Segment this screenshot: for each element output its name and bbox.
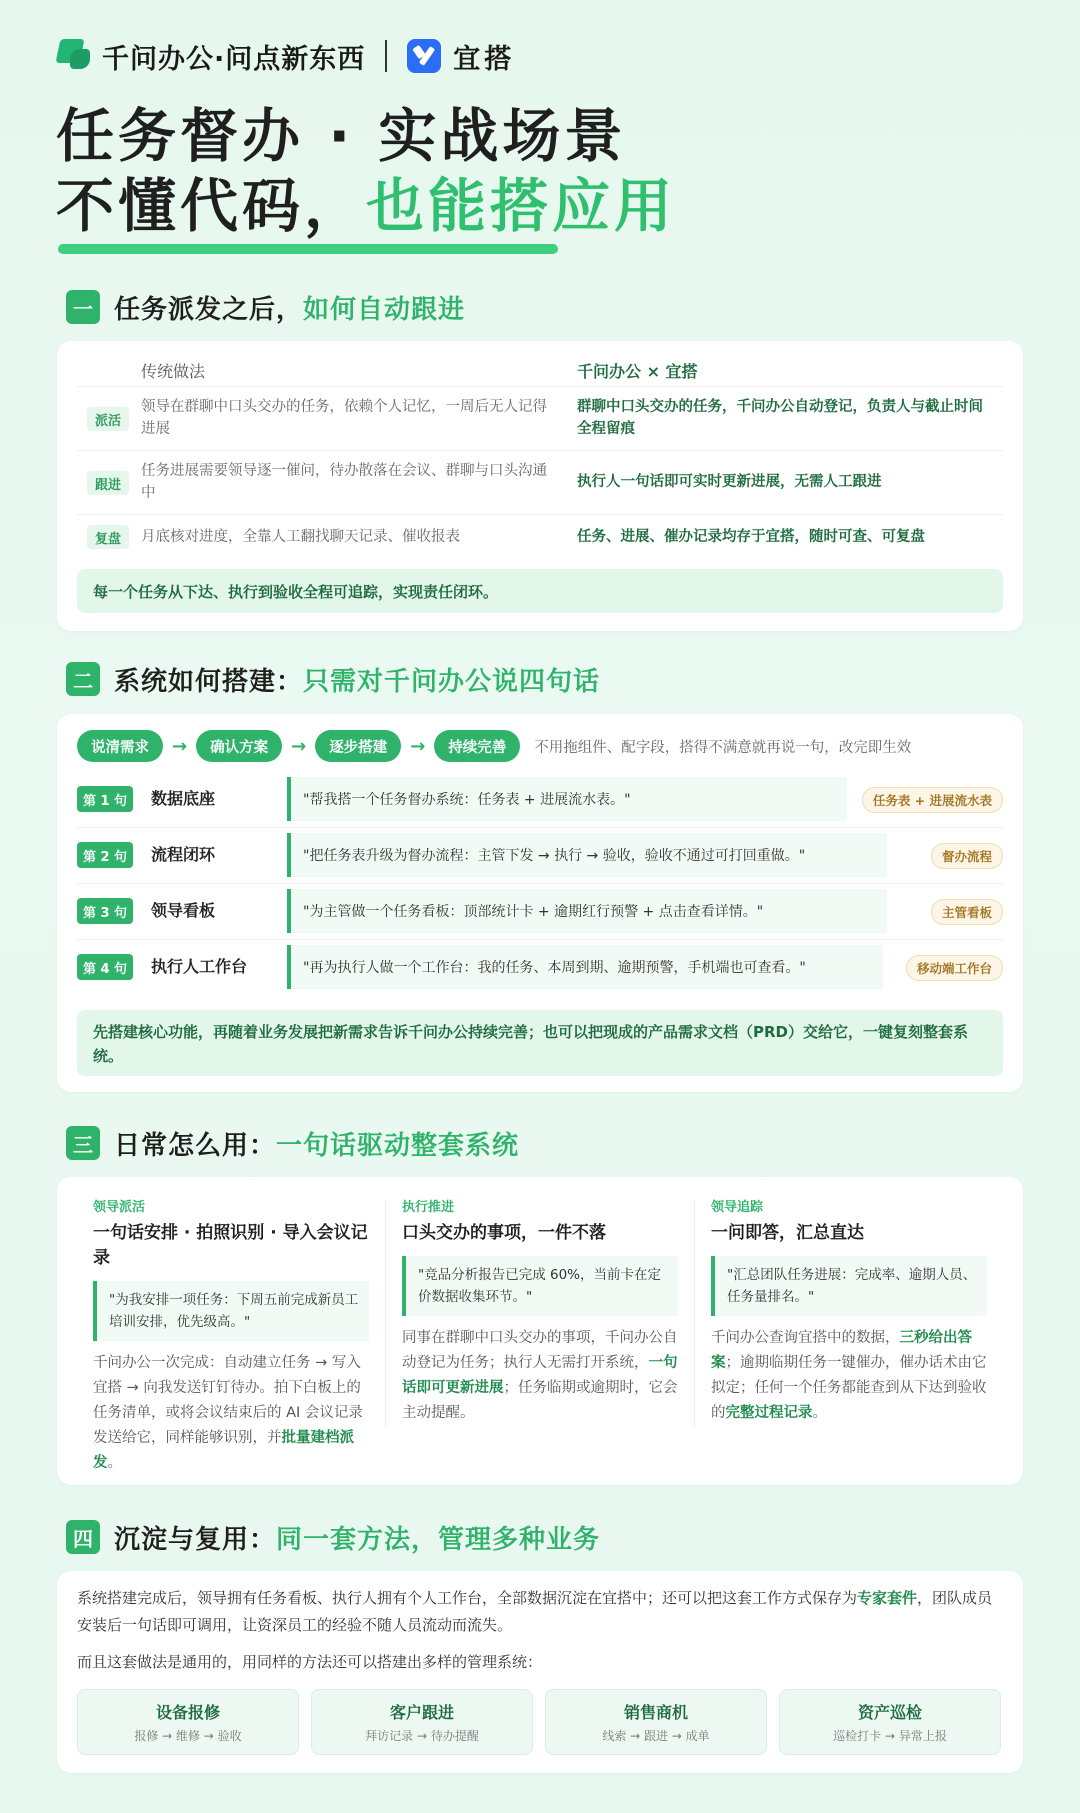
row-new: 群聊中口头交办的任务，千问办公自动登记，负责人与截止时间全程留痕 [577, 399, 983, 437]
column-divider [385, 1201, 386, 1429]
section2-title-plain: 系统如何搭建： [114, 666, 304, 697]
sentence-row [77, 889, 1003, 933]
row-new: 任务、进展、催办记录均存于宜搭，随时可查、可复盘 [577, 529, 925, 545]
sentence-tag: 主管看板 [931, 899, 1003, 925]
usage-kicker: 领导派活 [93, 1200, 146, 1215]
usage-body-text: ；任务临期或逾期时，它会主动提醒。 [402, 1380, 678, 1421]
section3-card [57, 1177, 1023, 1485]
sentence-badge: 第 3 句 [77, 898, 133, 924]
usage-title: 口头交办的事项，一件不落 [402, 1223, 606, 1243]
system-flow: 线索 → 跟进 → 成单 [602, 1729, 710, 1743]
reuse-paragraph [77, 1585, 1003, 1639]
row-divider [77, 883, 1003, 884]
reuse-text: ，团队成员安装后一句话即可调用，让资深员工的经验不随人员流动而流失。 [77, 1589, 993, 1634]
system-card-customer [311, 1689, 533, 1755]
usage-kicker: 执行推进 [402, 1200, 455, 1215]
row-new: 执行人一句话即可实时更新进展，无需人工跟进 [577, 474, 882, 490]
sentence-name: 执行人工作台 [151, 957, 248, 976]
usage-title: 一问即答，汇总直达 [711, 1223, 864, 1243]
usage-title: 一句话安排 · 拍照识别 · 导入会议记录 [93, 1223, 368, 1268]
sentence-tag: 任务表 + 进展流水表 [862, 787, 1003, 813]
step-pill: 逐步搭建 [315, 730, 401, 762]
section3-title [114, 1125, 519, 1162]
section3-heading [66, 1123, 519, 1163]
row-traditional: 任务进展需要领导逐一催问，待办散落在会议、群聊与口头沟通中 [141, 463, 547, 501]
brand-name: 千问办公·问点新东西 [102, 43, 366, 75]
sentence-tag: 移动端工作台 [906, 955, 1003, 981]
usage-kicker: 领导追踪 [711, 1200, 764, 1215]
reuse-text: 系统搭建完成后，领导拥有任务看板、执行人拥有个人工作台，全部数据沉淀在宜搭中；还可以把这套工作方式保存为 [77, 1589, 858, 1607]
sentence-row [77, 945, 1003, 989]
step-pill: 说清需求 [77, 730, 163, 762]
section2-title-highlight: 只需对千问办公说四句话 [303, 666, 601, 697]
usage-body-highlight: 批量建档派发 [93, 1430, 354, 1471]
arrow-right-icon: → [410, 735, 426, 757]
system-title: 设备报修 [155, 1703, 220, 1722]
sentence-badge: 第 1 句 [77, 786, 133, 812]
section1-heading [66, 287, 465, 327]
section4-title-plain: 沉淀与复用： [114, 1524, 277, 1555]
usage-body-text: 同事在群聊中口头交办的事项，千问办公自动登记为任务；执行人无需打开系统， [402, 1330, 678, 1371]
sentence-quote: "为主管做一个任务看板：顶部统计卡 + 逾期红行预警 + 点击查看详情。" [287, 889, 887, 933]
usage-body-highlight: 三秒给出答案 [711, 1330, 972, 1371]
row-tag: 复盘 [87, 525, 129, 549]
column-header-new: 千问办公 × 宜搭 [577, 362, 698, 381]
sentence-badge: 第 4 句 [77, 954, 133, 980]
system-title: 资产巡检 [857, 1703, 922, 1722]
section3-number: 三 [66, 1126, 100, 1160]
system-card-equipment [77, 1689, 299, 1755]
step-pill: 持续完善 [434, 730, 520, 762]
row-traditional: 领导在群聊中口头交办的任务，依赖个人记忆，一周后无人记得进展 [141, 399, 547, 437]
qianwen-logo-icon [58, 39, 92, 73]
system-flow: 拜访记录 → 待办提醒 [365, 1729, 479, 1743]
partner-name: 宜搭 [453, 43, 516, 75]
section3-title-highlight: 一句话驱动整套系统 [276, 1130, 520, 1161]
hero-underline [58, 244, 558, 254]
sentence-tag: 督办流程 [931, 843, 1003, 869]
sentence-name: 数据底座 [151, 789, 216, 808]
hero-title-highlight: 也能搭应用 [366, 172, 677, 240]
sentence-row [77, 777, 1003, 821]
usage-body-text: 千问办公查询宜搭中的数据， [711, 1330, 900, 1346]
reuse-intro: 而且这套做法是通用的，用同样的方法还可以搭建出多样的管理系统： [77, 1653, 543, 1671]
usage-body [402, 1326, 678, 1426]
section4-heading [66, 1517, 600, 1557]
usage-body [93, 1351, 369, 1476]
section1-title [114, 289, 465, 326]
table-row [77, 514, 1003, 558]
section4-title [114, 1519, 600, 1556]
usage-body-text: ；逾期临期任务一键催办，催办话术由它拟定；任何一个任务都能查到从下达到验收的 [711, 1355, 987, 1421]
system-card-asset [779, 1689, 1001, 1755]
section4-title-highlight: 同一套方法，管理多种业务 [276, 1524, 601, 1555]
flow-note: 不用拖组件、配字段，搭得不满意就再说一句，改完即生效 [534, 739, 912, 756]
section4-number: 四 [66, 1520, 100, 1554]
table-row [77, 386, 1003, 450]
hero-title-line1: 任务督办 · 实战场景 [56, 102, 627, 170]
usage-body [711, 1326, 987, 1426]
arrow-right-icon: → [291, 735, 307, 757]
usage-quote: "汇总团队任务进展：完成率、逾期人员、任务量排名。" [711, 1256, 987, 1316]
sentence-name: 流程闭环 [151, 845, 216, 864]
hero-title-line2 [56, 170, 676, 242]
arrow-right-icon: → [172, 735, 188, 757]
section2-number: 二 [66, 662, 100, 696]
section4-card [57, 1571, 1023, 1773]
section1-number: 一 [66, 290, 100, 324]
usage-quote: "为我安排一项任务：下周五前完成新员工培训安排，优先级高。" [93, 1281, 369, 1341]
row-divider [77, 827, 1003, 828]
usage-body-text: 千问办公一次完成：自动建立任务 → 写入宜搭 → 向我发送钉钉待办。拍下白板上的任务清单，或将会议结束后的 AI 会议记录发送给它，同样能够识别，并 [93, 1355, 363, 1446]
step-pill: 确认方案 [196, 730, 282, 762]
row-divider [77, 939, 1003, 940]
usage-body-text: 。 [107, 1455, 122, 1471]
reuse-highlight: 专家套件 [857, 1589, 918, 1607]
row-traditional: 月底核对进度，全靠人工翻找聊天记录、催收报表 [141, 529, 460, 545]
row-tag: 跟进 [87, 471, 129, 495]
table-row [77, 450, 1003, 514]
hero-title-plain: 不懂代码， [56, 172, 367, 240]
section1-title-highlight: 如何自动跟进 [303, 294, 466, 325]
sentence-name: 领导看板 [151, 901, 216, 920]
column-header-traditional: 传统做法 [141, 362, 206, 381]
section2-note: 先搭建核心功能，再随着业务发展把新需求告诉千问办公持续完善；也可以把现成的产品需求文档（PRD）交给它，一键复刻整套系统。 [77, 1010, 1003, 1076]
system-card-sales [545, 1689, 767, 1755]
section3-title-plain: 日常怎么用： [114, 1130, 277, 1161]
section1-title-plain: 任务派发之后， [114, 294, 304, 325]
section1-card [57, 341, 1023, 631]
usage-body-highlight: 一句话即可更新进展 [402, 1355, 678, 1396]
usage-body-highlight: 完整过程记录 [725, 1405, 813, 1421]
section2-card [57, 714, 1023, 1092]
section1-note: 每一个任务从下达、执行到验收全程可追踪，实现责任闭环。 [77, 569, 1003, 613]
usage-column-track [711, 1199, 987, 1426]
column-divider [694, 1201, 695, 1429]
sentence-badge: 第 2 句 [77, 842, 133, 868]
usage-quote: "竞品分析报告已完成 60%，当前卡在定价数据收集环节。" [402, 1256, 678, 1316]
row-tag: 派活 [87, 407, 129, 431]
brand-divider [385, 40, 387, 72]
system-flow: 巡检打卡 → 异常上报 [833, 1729, 947, 1743]
system-title: 客户跟进 [389, 1703, 454, 1722]
usage-column-execute [402, 1199, 678, 1426]
sentence-quote: "把任务表升级为督办流程：主管下发 → 执行 → 验收，验收不通过可打回重做。" [287, 833, 887, 877]
section2-heading [66, 659, 600, 699]
sentence-row [77, 833, 1003, 877]
system-flow: 报修 → 维修 → 验收 [134, 1729, 242, 1743]
sentence-quote: "再为执行人做一个工作台：我的任务、本周到期、逾期预警，手机端也可查看。" [287, 945, 883, 989]
brand-bar [58, 36, 515, 76]
section2-title [114, 661, 600, 698]
yida-logo-icon [407, 39, 441, 73]
usage-body-text: 。 [812, 1405, 827, 1421]
sentence-quote: "帮我搭一个任务督办系统：任务表 + 进展流水表。" [287, 777, 847, 821]
build-flow [77, 730, 911, 762]
system-title: 销售商机 [623, 1703, 688, 1722]
usage-column-assign [93, 1199, 369, 1476]
